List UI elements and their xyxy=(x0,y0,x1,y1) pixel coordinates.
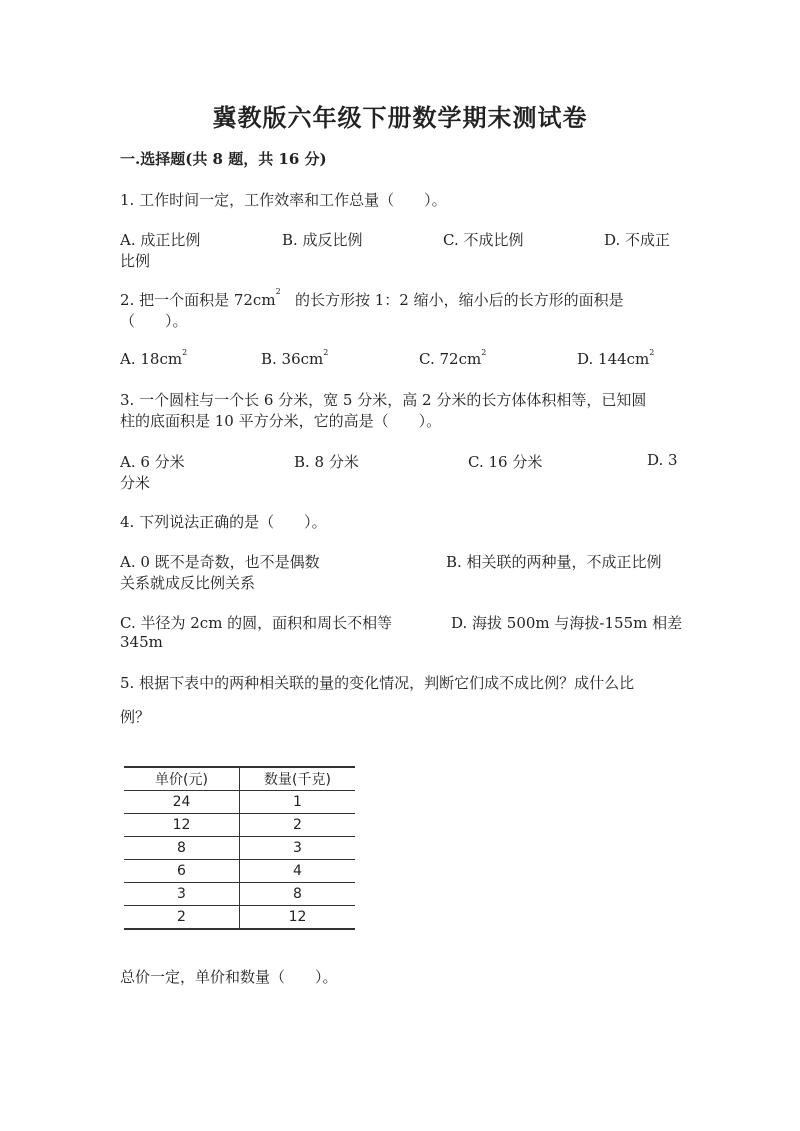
question-2-option-a xyxy=(120,350,187,368)
question-1-option-c: C. 不成比例 xyxy=(443,231,524,249)
unit-superscript: 2 xyxy=(649,348,655,357)
unit-superscript: 2 xyxy=(323,348,329,357)
table-row xyxy=(124,814,355,837)
table-cell-price: 24 xyxy=(124,791,240,814)
question-3-option-d-cont: 分米 xyxy=(120,474,151,492)
question-1-option-a: A. 成正比例 xyxy=(120,231,201,249)
question-3-text-line1: 3. 一个圆柱与一个长 6 分米，宽 5 分米，高 2 分米的长方体体积相等，已知圆 xyxy=(120,391,647,409)
question-2-option-c xyxy=(419,350,486,368)
unit-superscript: 2 xyxy=(481,348,487,357)
question-2-option-a-label: A. 18cm xyxy=(120,350,183,368)
question-4-text: 4. 下列说法正确的是（ ）。 xyxy=(120,513,327,531)
question-2-option-b-label: B. 36cm xyxy=(261,350,324,368)
page-title: 冀教版六年级下册数学期末测试卷 xyxy=(212,103,588,132)
question-2-option-b xyxy=(261,350,328,368)
question-2-option-c-label: C. 72cm xyxy=(419,350,482,368)
question-2-option-d xyxy=(577,350,654,368)
table-row xyxy=(124,906,355,930)
question-2-superscript: 2 xyxy=(275,287,281,296)
question-3-option-a: A. 6 分米 xyxy=(120,453,185,471)
question-2-text-line2: （ ）。 xyxy=(120,312,188,330)
question-5-text-line2: 例？ xyxy=(120,708,151,726)
question-1-option-d: D. 不成正 xyxy=(604,231,671,249)
table-cell-quantity: 1 xyxy=(240,791,356,814)
question-4-option-d: D. 海拔 500m 与海拔-155m 相差 xyxy=(451,614,683,632)
question-5-footer: 总价一定，单价和数量（ ）。 xyxy=(120,968,338,986)
table-cell-quantity: 12 xyxy=(240,906,356,930)
question-3-option-c: C. 16 分米 xyxy=(468,453,543,471)
table-header-quantity: 数量(千克) xyxy=(240,767,356,791)
table-cell-quantity: 4 xyxy=(240,860,356,883)
table-cell-price: 12 xyxy=(124,814,240,837)
question-2-text-line1 xyxy=(120,289,624,310)
question-2-option-d-label: D. 144cm xyxy=(577,350,650,368)
question-3-option-b: B. 8 分米 xyxy=(294,453,359,471)
question-4-option-a: A. 0 既不是奇数，也不是偶数 xyxy=(120,553,320,571)
table-row xyxy=(124,791,355,814)
unit-superscript: 2 xyxy=(182,348,188,357)
table-cell-quantity: 2 xyxy=(240,814,356,837)
price-quantity-table xyxy=(124,766,355,930)
table-cell-quantity: 8 xyxy=(240,883,356,906)
question-2-text-part1: 2. 把一个面积是 72cm xyxy=(120,291,276,309)
question-3-option-d: D. 3 xyxy=(647,451,678,469)
question-2-text-part2: 的长方形按 1：2 缩小，缩小后的长方形的面积是 xyxy=(294,291,624,309)
question-1-option-b: B. 成反比例 xyxy=(282,231,363,249)
table-header-row xyxy=(124,767,355,791)
table-cell-price: 3 xyxy=(124,883,240,906)
section-heading: 一.选择题(共 8 题，共 16 分) xyxy=(120,150,327,168)
table-cell-quantity: 3 xyxy=(240,837,356,860)
table-row xyxy=(124,837,355,860)
table-header-unit-price: 单价(元) xyxy=(124,767,240,791)
table-cell-price: 8 xyxy=(124,837,240,860)
question-1-option-d-cont: 比例 xyxy=(120,252,151,270)
table-cell-price: 2 xyxy=(124,906,240,930)
question-1-text: 1. 工作时间一定，工作效率和工作总量（ ）。 xyxy=(120,191,447,209)
question-4-option-b: B. 相关联的两种量，不成正比例 xyxy=(446,553,662,571)
question-5-text-line1: 5. 根据下表中的两种相关联的量的变化情况，判断它们成不成比例？成什么比 xyxy=(120,674,635,692)
table-row xyxy=(124,860,355,883)
question-4-option-d-cont: 345m xyxy=(120,633,163,651)
table-cell-price: 6 xyxy=(124,860,240,883)
question-4-option-b-cont: 关系就成反比例关系 xyxy=(120,574,256,592)
question-3-text-line2: 柱的底面积是 10 平方分米，它的高是（ ）。 xyxy=(120,412,442,430)
table-row xyxy=(124,883,355,906)
question-4-option-c: C. 半径为 2cm 的圆，面积和周长不相等 xyxy=(120,614,393,632)
